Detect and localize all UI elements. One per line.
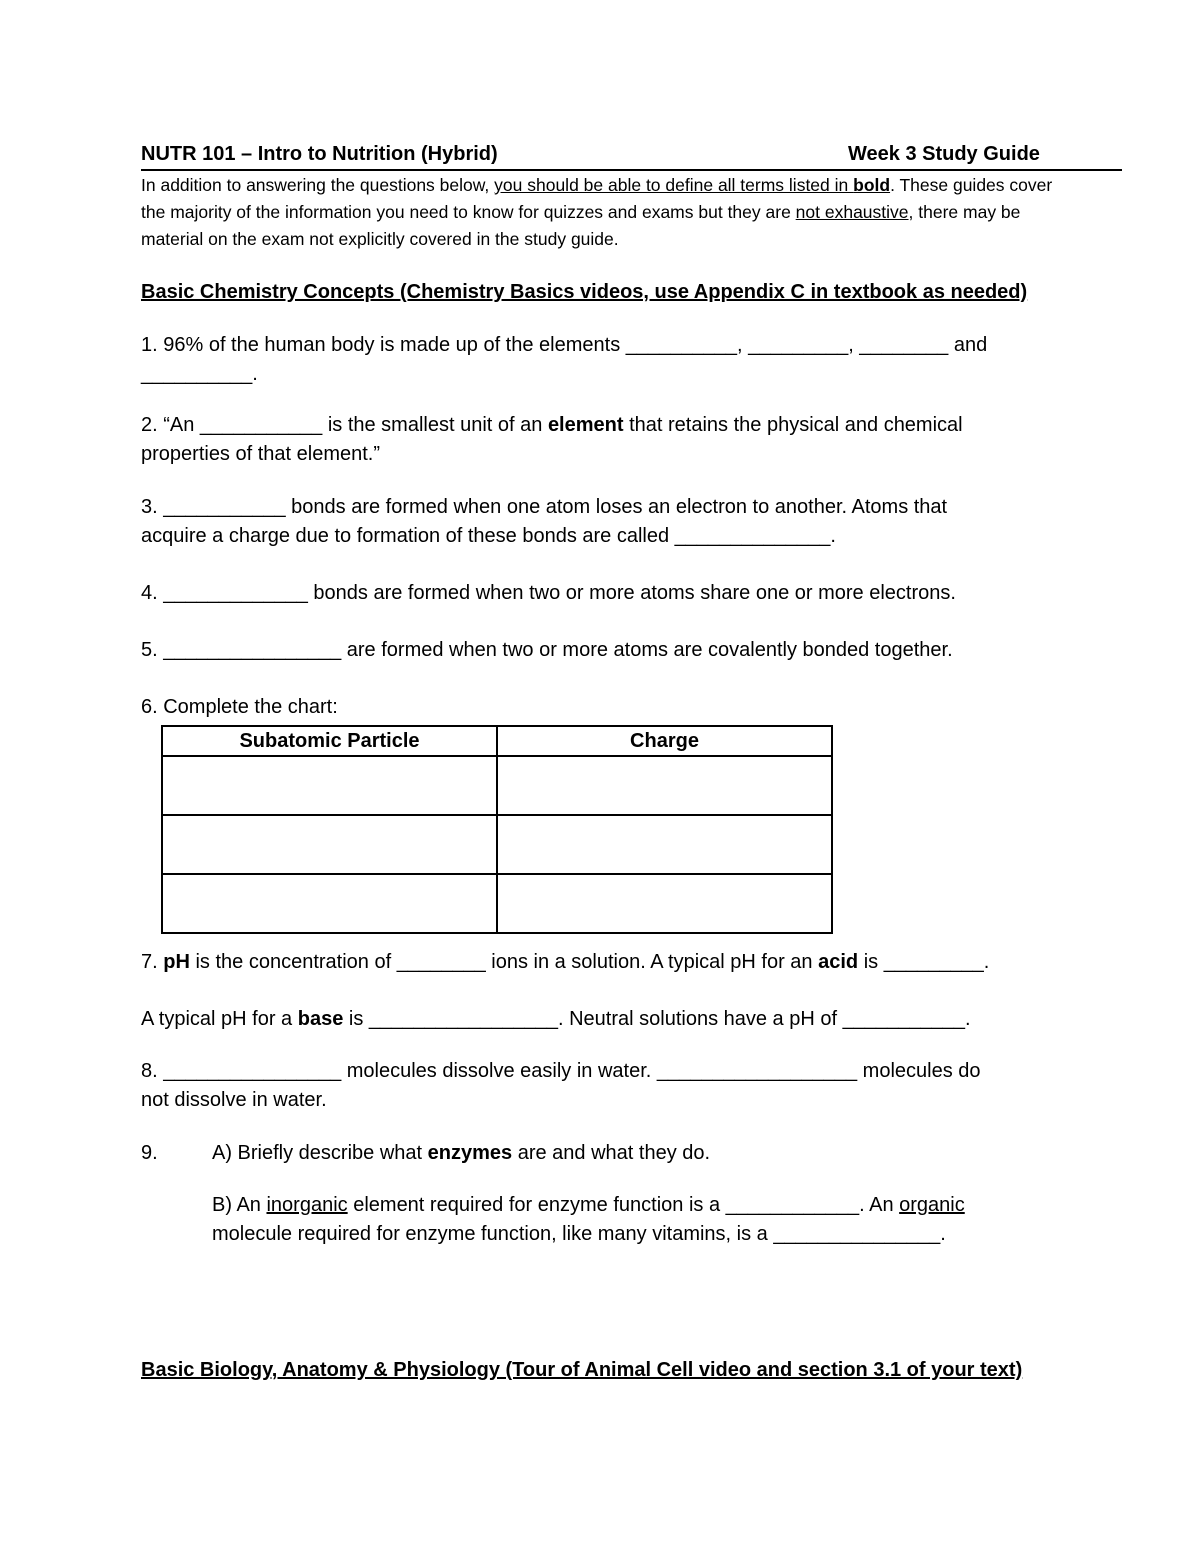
term-inorganic: inorganic: [266, 1194, 348, 1216]
question-8-line-2: not dissolve in water.: [141, 1089, 327, 1111]
intro-not-exhaustive: not exhaustive: [795, 202, 909, 222]
chart-cell-particle[interactable]: [162, 815, 497, 874]
chart-row: [162, 756, 832, 815]
term-ph: pH: [163, 951, 190, 973]
term-enzymes: enzymes: [427, 1142, 513, 1164]
question-2-line-1: [141, 411, 963, 440]
intro-paragraph: [141, 172, 1071, 253]
chart-row: [162, 874, 832, 933]
header-rule: [141, 169, 1122, 171]
intro-text-2: . These guides cover the majority of the information you need to know for quizzes and exams but they are: [141, 175, 1053, 222]
section-title-biology: Basic Biology, Anatomy & Physiology (Tour of Animal Cell video and section 3.1 of your text): [141, 1359, 1023, 1381]
question-9b-text-b: element required for enzyme function is a ____________. An: [347, 1194, 900, 1216]
question-5: 5. ________________ are formed when two or more atoms are covalently bonded together.: [141, 639, 953, 661]
term-base: base: [297, 1008, 344, 1030]
question-1-line-1: 1. 96% of the human body is made up of the elements __________, _________, ________ and: [141, 334, 988, 356]
question-3-line-1: 3. ___________ bonds are formed when one atom loses an electron to another. Atoms that: [141, 496, 948, 518]
question-7-text-c: A typical pH for a: [141, 1008, 298, 1030]
chart-header-charge: Charge: [497, 726, 832, 756]
course-title: NUTR 101 – Intro to Nutrition (Hybrid): [141, 143, 498, 165]
section-title-chemistry: Basic Chemistry Concepts (Chemistry Basics videos, use Appendix C in textbook as needed): [141, 281, 1028, 303]
question-9b-line-1: [212, 1191, 965, 1220]
intro-underlined-text: you should be able to define all terms listed in: [494, 175, 854, 195]
question-9-number: 9.: [141, 1142, 158, 1164]
question-2-text-b: that retains the physical and chemical: [623, 414, 963, 436]
question-7-text-b: is _________.: [858, 951, 990, 973]
question-7-line-2: [141, 1005, 971, 1034]
term-acid: acid: [818, 951, 859, 973]
intro-text-3: , there may be material on the exam not explicitly covered in the study guide.: [141, 202, 1021, 249]
chart-cell-particle[interactable]: [162, 756, 497, 815]
question-2-line-2: properties of that element.”: [141, 443, 381, 465]
question-7-line-1: [141, 948, 989, 977]
question-8-line-1: 8. ________________ molecules dissolve easily in water. __________________ molecules do: [141, 1060, 981, 1082]
question-7-number: 7.: [141, 951, 164, 973]
chart-header-row: [162, 726, 832, 756]
question-9b-line-2: molecule required for enzyme function, like many vitamins, is a _______________.: [212, 1223, 946, 1245]
week-title: Week 3 Study Guide: [848, 143, 1040, 165]
question-9b-text-a: B) An: [212, 1194, 267, 1216]
chart-cell-charge[interactable]: [497, 874, 832, 933]
question-9a-text-a: A) Briefly describe what: [212, 1142, 428, 1164]
chart-cell-particle[interactable]: [162, 874, 497, 933]
intro-text-1: In addition to answering the questions below,: [141, 175, 495, 195]
question-6: 6. Complete the chart:: [141, 696, 338, 718]
chart-cell-charge[interactable]: [497, 815, 832, 874]
question-7-text-d: is _________________. Neutral solutions have a pH of ___________.: [343, 1008, 971, 1030]
chart-header-particle: Subatomic Particle: [162, 726, 497, 756]
term-organic: organic: [899, 1194, 965, 1216]
intro-bold-term: bold: [853, 175, 891, 195]
question-2-text-a: 2. “An ___________ is the smallest unit of an: [141, 414, 548, 436]
question-3-line-2: acquire a charge due to formation of these bonds are called ______________.: [141, 525, 836, 547]
chart-row: [162, 815, 832, 874]
question-9a-text-b: are and what they do.: [512, 1142, 711, 1164]
subatomic-particle-chart: [161, 725, 833, 934]
question-9a: [212, 1139, 710, 1168]
chart-cell-charge[interactable]: [497, 756, 832, 815]
question-1-line-2: __________.: [141, 363, 258, 385]
term-element: element: [547, 414, 624, 436]
question-4: 4. _____________ bonds are formed when two or more atoms share one or more electrons.: [141, 582, 956, 604]
question-7-text-a: is the concentration of ________ ions in a solution. A typical pH for an: [189, 951, 819, 973]
